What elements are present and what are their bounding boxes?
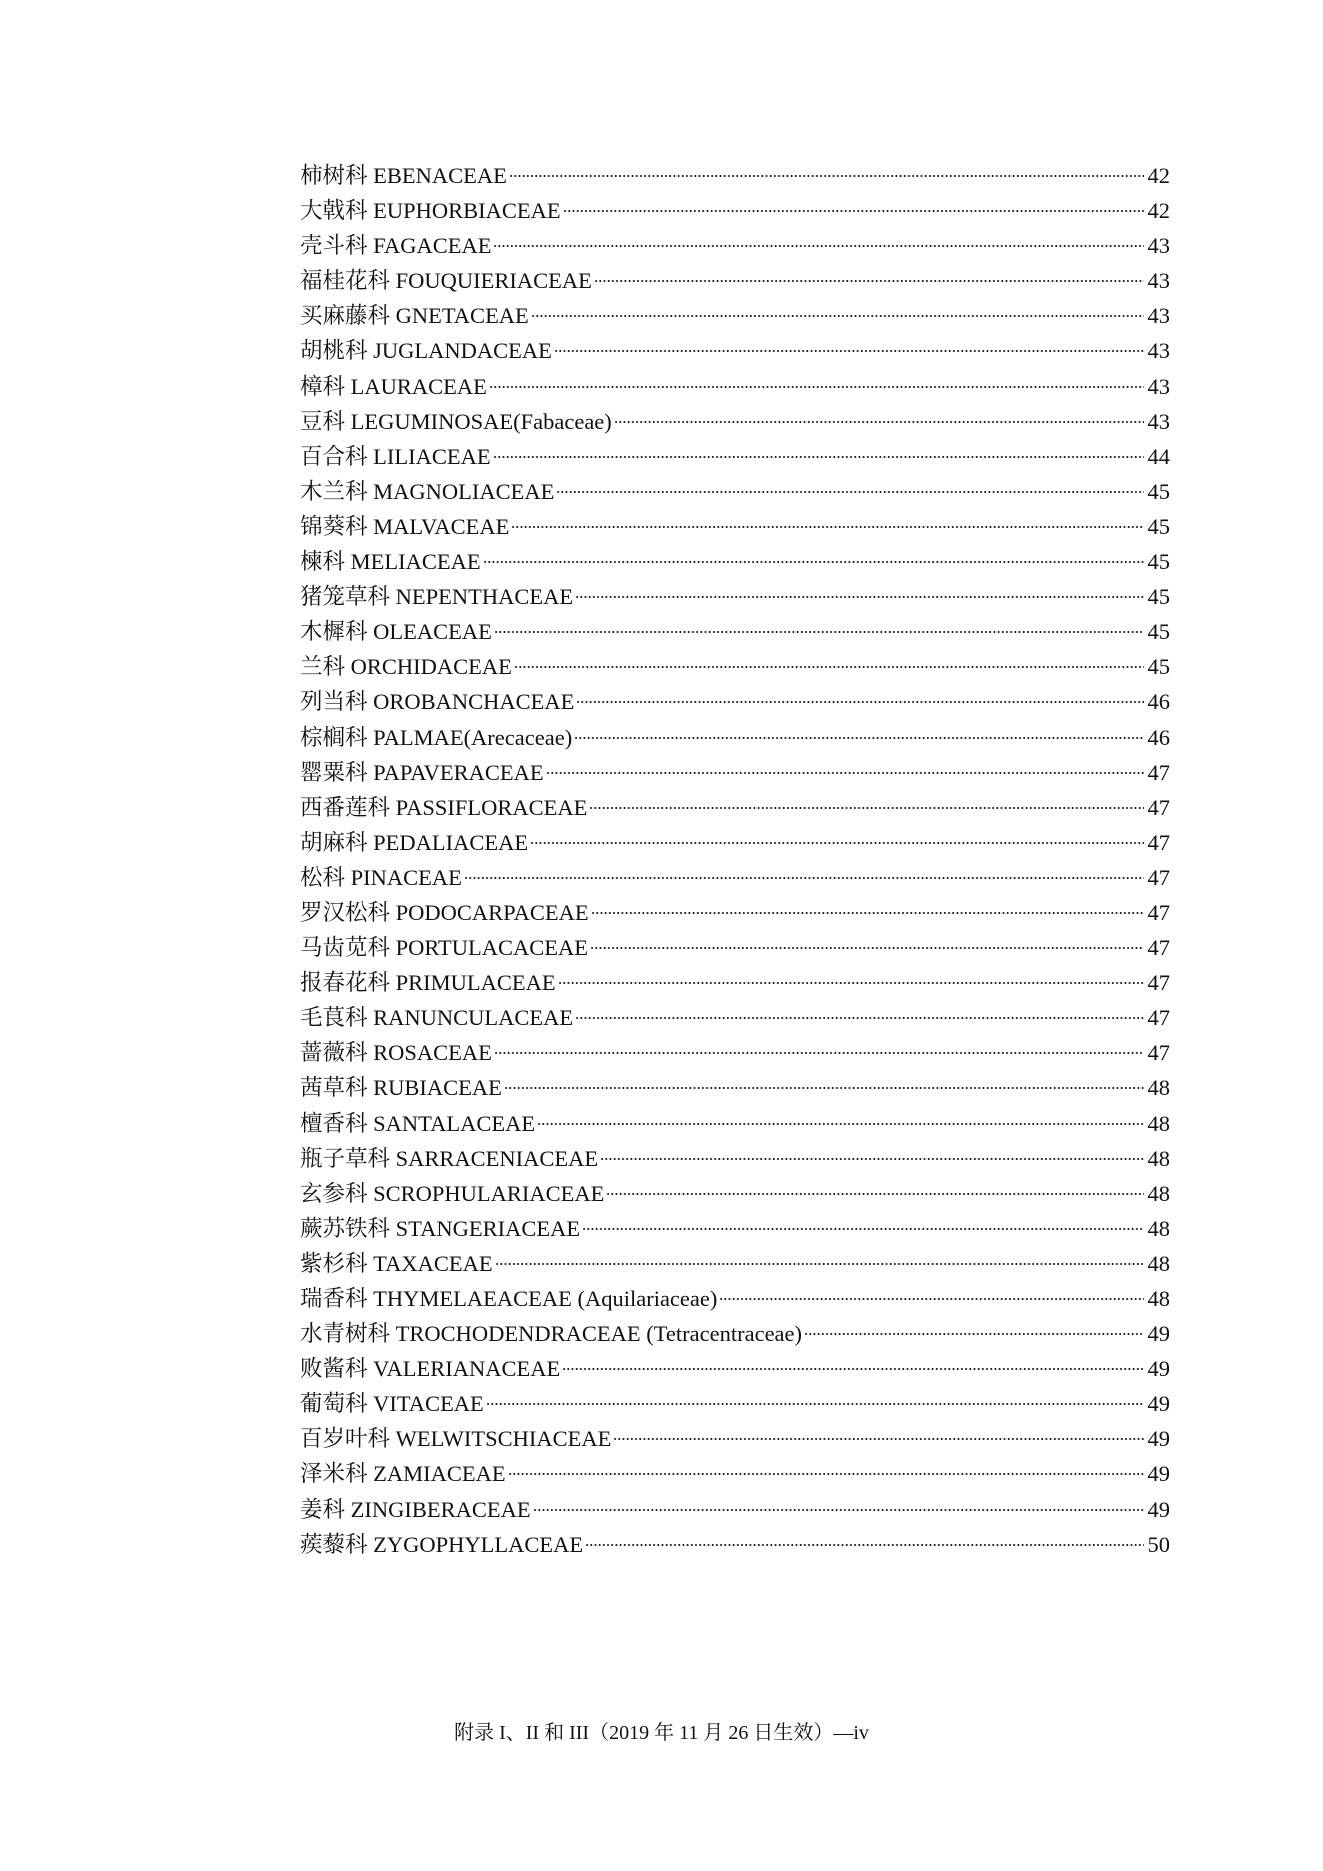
toc-label: 胡桃科 JUGLANDACEAE <box>300 338 552 364</box>
toc-page-number: 45 <box>1147 513 1170 539</box>
toc-page-number: 50 <box>1147 1531 1170 1557</box>
toc-label: 大戟科 EUPHORBIACEAE <box>300 198 561 224</box>
toc-entry-taxaceae[interactable] <box>300 1246 1170 1281</box>
toc-entry-rubiaceae[interactable] <box>300 1070 1170 1105</box>
toc-entry-euphorbiaceae[interactable] <box>300 193 1170 228</box>
toc-label: 兰科 ORCHIDACEAE <box>300 654 512 680</box>
toc-entry-stangeriaceae[interactable] <box>300 1211 1170 1246</box>
dot-leader <box>600 1158 1144 1160</box>
toc-label: 胡麻科 PEDALIACEAE <box>300 829 529 855</box>
toc-entry-welwitschiaceae[interactable] <box>300 1421 1170 1456</box>
toc-label: 檀香科 SANTALACEAE <box>300 1110 536 1136</box>
dot-leader <box>533 1509 1144 1511</box>
dot-leader <box>575 596 1144 598</box>
toc-entry-lauraceae[interactable] <box>300 369 1170 404</box>
dot-leader <box>504 1087 1144 1089</box>
toc-page-number: 45 <box>1147 654 1170 680</box>
toc-label: 楝科 MELIACEAE <box>300 549 481 575</box>
toc-page-number: 43 <box>1147 408 1170 434</box>
toc-page-number: 48 <box>1147 1250 1170 1276</box>
toc-entry-orobanchaceae[interactable] <box>300 684 1170 719</box>
toc-entry-sarraceniaceae[interactable] <box>300 1141 1170 1176</box>
toc-label: 樟科 LAURACEAE <box>300 373 487 399</box>
toc-page-number: 48 <box>1147 1110 1170 1136</box>
toc-page-number: 43 <box>1147 233 1170 259</box>
toc-label: 瓶子草科 SARRACENIACEAE <box>300 1145 599 1171</box>
toc-label: 木樨科 OLEACEAE <box>300 619 492 645</box>
toc-label: 泽米科 ZAMIACEAE <box>300 1461 506 1487</box>
dot-leader <box>554 350 1144 352</box>
toc-entry-zygophyllaceae[interactable] <box>300 1527 1170 1562</box>
dot-leader <box>591 912 1144 914</box>
toc-label: 锦葵科 MALVACEAE <box>300 513 510 539</box>
dot-leader <box>494 1052 1144 1054</box>
toc-page-number: 47 <box>1147 935 1170 961</box>
toc-entry-papaveraceae[interactable] <box>300 755 1170 790</box>
toc-page-number: 47 <box>1147 759 1170 785</box>
dot-leader <box>576 701 1144 703</box>
toc-label: 棕榈科 PALMAE(Arecaceae) <box>300 724 573 750</box>
toc-entry-magnoliaceae[interactable] <box>300 474 1170 509</box>
toc-entry-nepenthaceae[interactable] <box>300 579 1170 614</box>
toc-entry-zamiaceae[interactable] <box>300 1456 1170 1491</box>
toc-page-number: 45 <box>1147 584 1170 610</box>
toc-label: 紫杉科 TAXACEAE <box>300 1250 493 1276</box>
toc-label: 水青树科 TROCHODENDRACEAE (Tetracentraceae) <box>300 1321 803 1347</box>
toc-label: 毛茛科 RANUNCULACEAE <box>300 1005 574 1031</box>
toc-entry-vitaceae[interactable] <box>300 1386 1170 1421</box>
toc-page-number: 47 <box>1147 1040 1170 1066</box>
toc-label: 报春花科 PRIMULACEAE <box>300 970 556 996</box>
toc-entry-fagaceae[interactable] <box>300 228 1170 263</box>
dot-leader <box>464 877 1144 879</box>
dot-leader <box>563 210 1144 212</box>
toc-entry-rosaceae[interactable] <box>300 1035 1170 1070</box>
dot-leader <box>514 666 1144 668</box>
toc-entry-orchidaceae[interactable] <box>300 649 1170 684</box>
toc-entry-juglandaceae[interactable] <box>300 333 1170 368</box>
toc-label: 壳斗科 FAGACEAE <box>300 233 492 259</box>
toc-label: 罗汉松科 PODOCARPACEAE <box>300 899 589 925</box>
dot-leader <box>562 1368 1144 1370</box>
dot-leader <box>589 807 1144 809</box>
toc-page-number: 45 <box>1147 549 1170 575</box>
toc-page-number: 43 <box>1147 338 1170 364</box>
toc-page-number: 44 <box>1147 443 1170 469</box>
dot-leader <box>594 280 1144 282</box>
toc-page-number: 45 <box>1147 619 1170 645</box>
toc-label: 败酱科 VALERIANACEAE <box>300 1356 561 1382</box>
dot-leader <box>606 1193 1144 1195</box>
toc-page-number: 42 <box>1147 163 1170 188</box>
toc-page-number: 48 <box>1147 1075 1170 1101</box>
toc-label: 列当科 OROBANCHACEAE <box>300 689 575 715</box>
toc-entry-malvaceae[interactable] <box>300 509 1170 544</box>
toc-entry-ranunculaceae[interactable] <box>300 1000 1170 1035</box>
toc-label: 马齿苋科 PORTULACACEAE <box>300 935 589 961</box>
toc-entry-gnetaceae[interactable] <box>300 298 1170 333</box>
toc-entry-thymelaeaceae[interactable] <box>300 1281 1170 1316</box>
toc-page-number: 48 <box>1147 1180 1170 1206</box>
toc-page-number: 48 <box>1147 1145 1170 1171</box>
toc-entry-liliaceae[interactable] <box>300 439 1170 474</box>
toc-page-number: 45 <box>1147 478 1170 504</box>
dot-leader <box>483 561 1144 563</box>
toc-label: 松科 PINACEAE <box>300 864 462 890</box>
toc-page-number: 42 <box>1147 198 1170 224</box>
toc-label: 福桂花科 FOUQUIERIACEAE <box>300 268 592 294</box>
dot-leader <box>530 842 1144 844</box>
toc-entry-meliaceae[interactable] <box>300 544 1170 579</box>
dot-leader <box>575 1017 1144 1019</box>
dot-leader <box>582 1228 1144 1230</box>
dot-leader <box>509 175 1144 177</box>
dot-leader <box>537 1123 1144 1125</box>
dot-leader <box>556 491 1144 493</box>
toc-page-number: 43 <box>1147 303 1170 329</box>
dot-leader <box>508 1473 1144 1475</box>
toc-label: 罂粟科 PAPAVERACEAE <box>300 759 544 785</box>
toc-label: 百岁叶科 WELWITSCHIACEAE <box>300 1426 612 1452</box>
toc-label: 猪笼草科 NEPENTHACEAE <box>300 584 574 610</box>
toc-label: 葡萄科 VITACEAE <box>300 1391 484 1417</box>
toc-entry-oleaceae[interactable] <box>300 614 1170 649</box>
dot-leader <box>486 1403 1144 1405</box>
toc-page-number: 48 <box>1147 1286 1170 1311</box>
toc-entry-trochodendraceae[interactable] <box>300 1316 1170 1351</box>
dot-leader <box>493 456 1144 458</box>
toc-label: 西番莲科 PASSIFLORACEAE <box>300 794 588 820</box>
toc-page-number: 48 <box>1147 1215 1170 1241</box>
toc-page-number: 49 <box>1147 1321 1170 1347</box>
toc-entry-pinaceae[interactable] <box>300 860 1170 895</box>
toc-entry-pedaliaceae[interactable] <box>300 825 1170 860</box>
dot-leader <box>558 982 1144 984</box>
toc-label: 买麻藤科 GNETACEAE <box>300 303 529 329</box>
dot-leader <box>590 947 1144 949</box>
toc-page-number: 43 <box>1147 373 1170 399</box>
dot-leader <box>574 737 1144 739</box>
toc-entry-passifloraceae[interactable] <box>300 790 1170 825</box>
page-footer: 附录 I、II 和 III（2019 年 11 月 26 日生效）—iv <box>454 1722 869 1744</box>
dot-leader <box>546 772 1144 774</box>
toc-label: 茜草科 RUBIACEAE <box>300 1075 502 1101</box>
toc-label: 蕨苏铁科 STANGERIACEAE <box>300 1215 581 1241</box>
dot-leader <box>489 386 1144 388</box>
toc-page-number: 49 <box>1147 1356 1170 1382</box>
dot-leader <box>804 1333 1144 1335</box>
toc-entry-primulaceae[interactable] <box>300 965 1170 1000</box>
toc-page-number: 46 <box>1147 689 1170 715</box>
toc-label: 豆科 LEGUMINOSAE(Fabaceae) <box>300 408 612 434</box>
toc-page-number: 47 <box>1147 794 1170 820</box>
toc-entry-palmae[interactable] <box>300 720 1170 755</box>
dot-leader <box>719 1298 1144 1300</box>
toc-page-number: 47 <box>1147 864 1170 890</box>
toc-page-number: 47 <box>1147 899 1170 925</box>
table-of-contents <box>300 158 1170 1562</box>
toc-label: 蔷薇科 ROSACEAE <box>300 1040 492 1066</box>
toc-page-number: 43 <box>1147 268 1170 294</box>
toc-label: 玄参科 SCROPHULARIACEAE <box>300 1180 605 1206</box>
dot-leader <box>495 1263 1144 1265</box>
dot-leader <box>614 421 1144 423</box>
dot-leader <box>613 1438 1144 1440</box>
toc-entry-zingiberaceae[interactable] <box>300 1492 1170 1527</box>
toc-entry-santalaceae[interactable] <box>300 1106 1170 1141</box>
toc-page-number: 49 <box>1147 1391 1170 1417</box>
toc-page-number: 47 <box>1147 829 1170 855</box>
dot-leader <box>531 315 1144 317</box>
toc-entry-portulacaceae[interactable] <box>300 930 1170 965</box>
toc-label: 瑞香科 THYMELAEACEAE (Aquilariaceae) <box>300 1286 718 1311</box>
toc-label: 柿树科 EBENACEAE <box>300 163 507 188</box>
toc-page-number: 49 <box>1147 1461 1170 1487</box>
toc-entry-leguminosae[interactable] <box>300 404 1170 439</box>
toc-label: 木兰科 MAGNOLIACEAE <box>300 478 555 504</box>
toc-entry-fouquieriaceae[interactable] <box>300 263 1170 298</box>
toc-label: 蒺藜科 ZYGOPHYLLACEAE <box>300 1531 584 1557</box>
toc-entry-scrophulariaceae[interactable] <box>300 1176 1170 1211</box>
toc-page-number: 47 <box>1147 1005 1170 1031</box>
dot-leader <box>493 245 1144 247</box>
toc-page-number: 49 <box>1147 1496 1170 1522</box>
dot-leader <box>511 526 1144 528</box>
toc-label: 姜科 ZINGIBERACEAE <box>300 1496 531 1522</box>
toc-page-number: 46 <box>1147 724 1170 750</box>
toc-label: 百合科 LILIACEAE <box>300 443 491 469</box>
toc-entry-podocarpaceae[interactable] <box>300 895 1170 930</box>
dot-leader <box>494 631 1144 633</box>
toc-entry-valerianaceae[interactable] <box>300 1351 1170 1386</box>
dot-leader <box>585 1544 1144 1546</box>
toc-entry-ebenaceae[interactable] <box>300 158 1170 193</box>
toc-page-number: 49 <box>1147 1426 1170 1452</box>
toc-page-number: 47 <box>1147 970 1170 996</box>
